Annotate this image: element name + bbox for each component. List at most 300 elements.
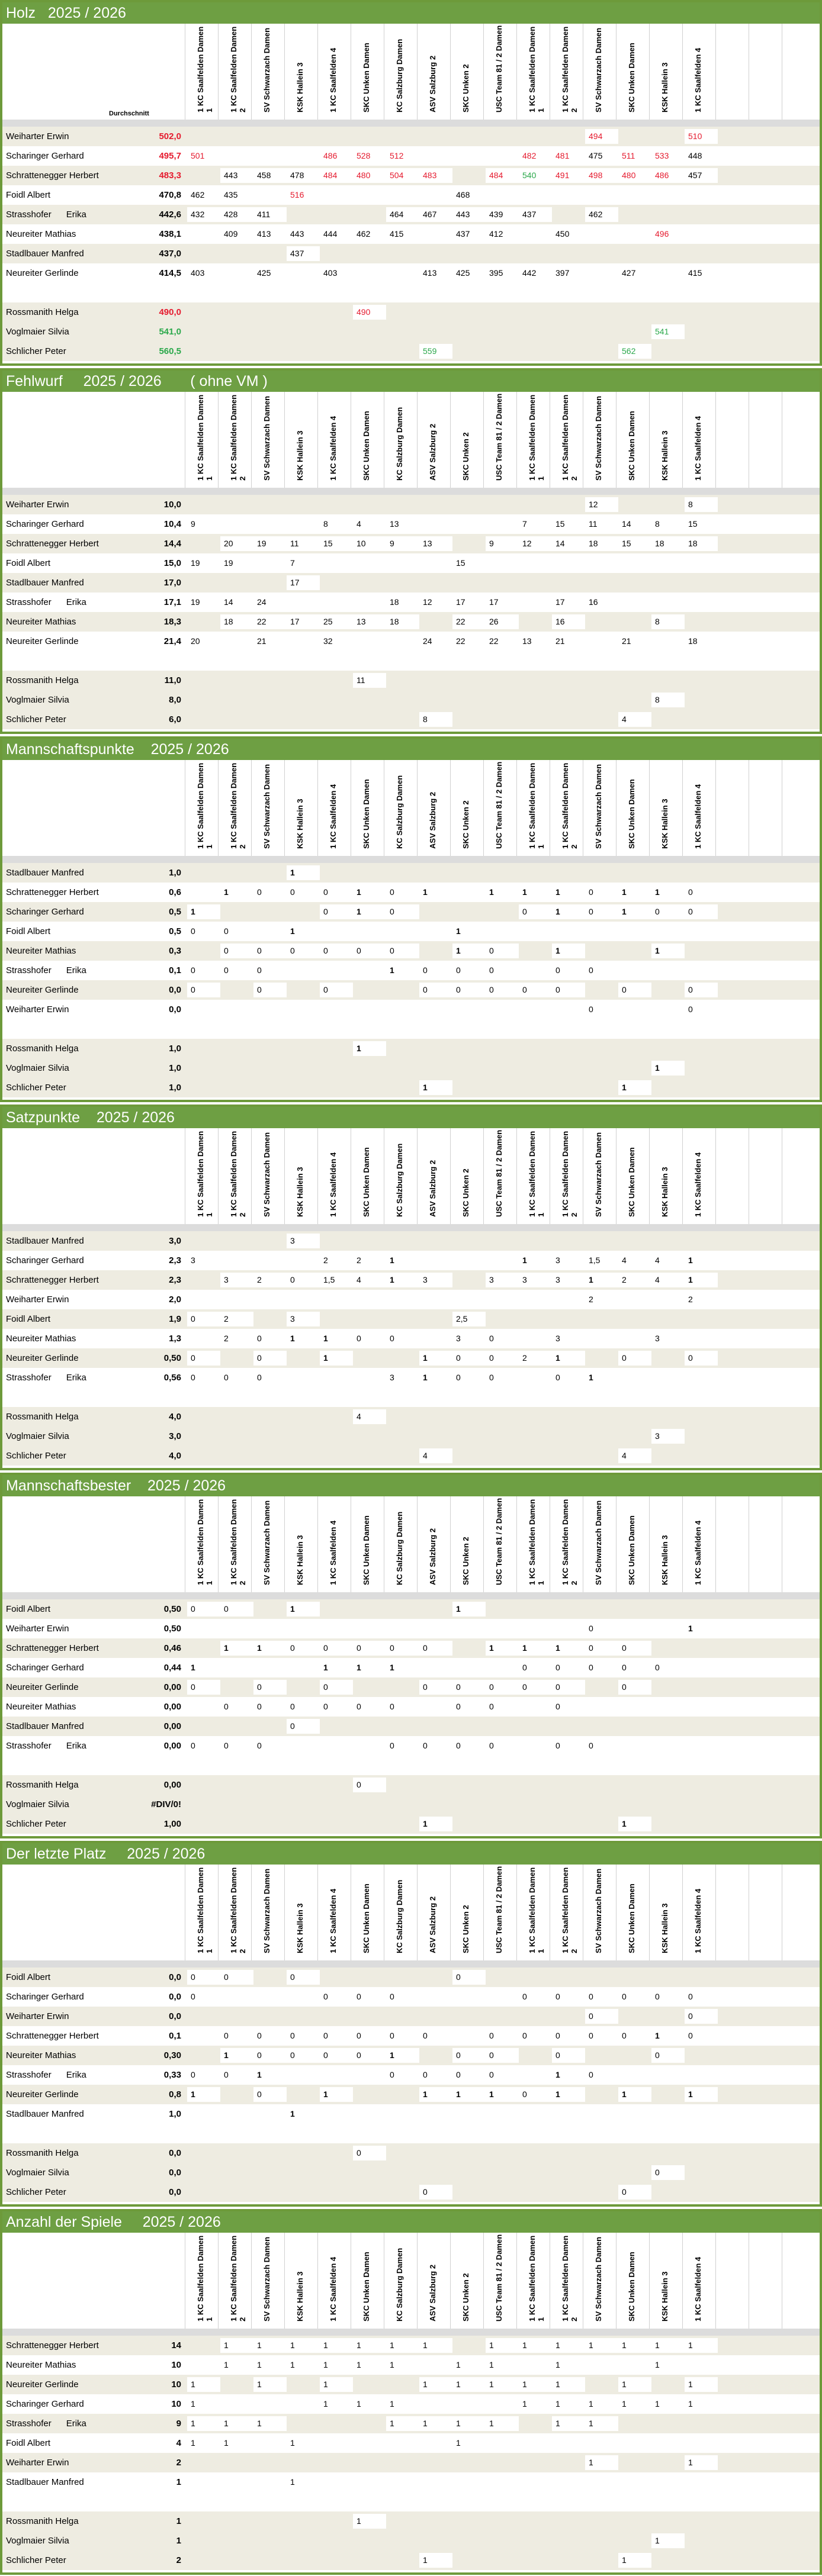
player-name: Stadlbauer Manfred [6,578,84,588]
table-row [2,1387,820,1407]
table-cell [287,1660,320,1675]
table-cell [486,2475,519,2490]
table-cell [486,2533,519,2548]
table-cell [519,1738,552,1753]
table-cell [353,634,386,649]
table-cell [486,1621,519,1636]
table-cell: 0 [320,885,353,900]
table-cell: 486 [651,168,685,183]
table-row [2,185,820,205]
table-row [2,1658,820,1677]
table-cell [618,1409,651,1424]
table-cell [187,1621,220,1636]
table-cell [585,924,618,939]
table-cell [253,129,287,144]
column-header-empty [749,760,782,856]
table-cell [519,2165,552,2180]
table-cell: 0 [253,1370,287,1385]
table-cell [552,2146,585,2160]
table-cell: 1 [552,2087,585,2102]
table-cell: 4 [419,1448,452,1463]
table-cell: 1 [519,2397,552,2411]
column-header [483,1865,516,1960]
table-cell: 17 [287,575,320,590]
table-cell: 1 [419,1817,452,1831]
table-cell: 437 [452,227,486,242]
table-cell [685,2048,718,2063]
table-cell [187,1778,220,1792]
table-cell [585,575,618,590]
table-cell [552,2475,585,2490]
column-header [417,1128,450,1224]
table-cell: 0 [651,2165,685,2180]
average-column-label: Durchschnitt [109,110,149,117]
table-cell [353,2436,386,2451]
table-cell [585,1817,618,1831]
column-header [218,1496,251,1592]
column-header-label: 1 KC Saalfelden 4 [693,1152,702,1217]
table-cell [486,1989,519,2004]
table-cell [685,1312,718,1326]
table-row [2,2453,820,2472]
table-cell [685,1448,718,1463]
table-cell [685,2185,718,2200]
table-cell [486,1253,519,1268]
table-cell: 0 [353,944,386,958]
table-cell [253,1778,287,1792]
table-row [2,2433,820,2453]
table-cell [220,983,253,997]
column-header-label: 1 KC Saalfelden Damen 1 [196,1131,214,1217]
table-cell [486,188,519,202]
table-cell [220,497,253,512]
table-cell [585,2107,618,2121]
table-cell [287,207,320,222]
table-cell: 0 [585,1660,618,1675]
column-header-label: 1 KC Saalfelden 4 [693,784,702,849]
player-average: 437,0 [159,249,181,259]
column-header-label: 1 KC Saalfelden Damen 1 [196,1499,214,1585]
table-cell [419,924,452,939]
table-cell [320,1041,353,1056]
table-cell [452,149,486,163]
table-row [2,2551,820,2570]
table-cell [452,1002,486,1017]
table-cell [552,556,585,571]
table-cell [220,266,253,281]
table-cell [618,1292,651,1307]
table-cell: 1 [452,2087,486,2102]
column-header [384,2233,417,2329]
column-header-label: SKC Unken 2 [461,1905,470,1953]
column-header-label: 1 KC Saalfelden 4 [693,2256,702,2321]
table-cell [651,1041,685,1056]
table-cell: 1 [187,2087,220,2102]
column-header [583,1128,616,1224]
table-cell [386,2514,419,2529]
table-cell: 1 [685,2455,718,2470]
column-header-label: 1 KC Saalfelden 4 [693,1888,702,1953]
column-header-label: SV Schwarzach Damen [594,1868,603,1953]
column-header-empty [782,760,815,856]
table-cell [386,2087,419,2102]
table-cell [618,1719,651,1734]
table-cell [419,2048,452,2063]
table-cell [685,2068,718,2082]
player-average: 414,5 [159,268,181,278]
table-section [0,2209,822,2575]
table-cell: 0 [187,2068,220,2082]
table-section [0,1841,822,2207]
table-cell [519,1061,552,1076]
table-cell: 1 [353,2514,386,2529]
table-cell: 0 [353,1699,386,1714]
column-header-label: USC Team 81 / 2 Damen [495,1866,503,1953]
column-header [483,760,516,856]
table-cell [386,2146,419,2160]
table-cell [287,983,320,997]
table-cell [519,614,552,629]
table-row [2,1348,820,1368]
column-header-label: SKC Unken Damen [627,1147,636,1217]
table-cell [353,1738,386,1753]
table-cell [353,556,386,571]
table-cell: 0 [220,1699,253,1714]
table-cell [452,1778,486,1792]
column-header-label: SKC Unken Damen [627,779,636,849]
player-name: Schrattenegger Herbert [6,1643,99,1653]
table-cell: 1 [320,2397,353,2411]
table-cell [486,693,519,707]
table-cell [253,575,287,590]
table-cell [220,2475,253,2490]
table-cell: 1 [452,944,486,958]
column-header [516,1865,550,1960]
table-cell: 1 [187,2377,220,2392]
table-cell: 1 [651,2397,685,2411]
table-cell [386,2436,419,2451]
column-header-label: 1 KC Saalfelden 4 [329,1520,338,1585]
column-header [251,760,284,856]
table-cell [287,1253,320,1268]
table-cell [618,614,651,629]
table-cell [685,1738,718,1753]
column-header [550,24,583,120]
column-header [483,392,516,488]
table-cell [585,944,618,958]
table-cell [685,1699,718,1714]
table-cell [585,1331,618,1346]
table-section [0,0,822,366]
table-cell [253,2107,287,2121]
column-header-label: SKC Unken Damen [627,43,636,112]
player-average: 0,44 [163,1663,181,1673]
section-title: Der letzte Platz 2025 / 2026 [2,1843,820,1865]
player-average: #DIV/0! [151,1799,181,1809]
table-cell: 1,5 [585,1253,618,1268]
table-cell [519,693,552,707]
table-cell [685,1680,718,1695]
table-cell: 1 [287,2358,320,2372]
table-cell [452,2028,486,2043]
table-cell [651,865,685,880]
table-cell: 8 [320,517,353,532]
table-row [2,2046,820,2065]
table-cell [585,983,618,997]
table-cell [552,129,585,144]
table-cell: 0 [486,963,519,978]
table-cell [220,1061,253,1076]
table-cell: 0 [253,885,287,900]
table-cell [187,2455,220,2470]
table-cell: 467 [419,207,452,222]
table-cell: 1 [452,2377,486,2392]
table-cell: 496 [651,227,685,242]
table-cell: 1 [187,1660,220,1675]
column-header [649,392,682,488]
table-cell [452,2165,486,2180]
table-cell [320,693,353,707]
column-header [317,1128,351,1224]
table-row [2,2124,820,2143]
table-cell [220,344,253,359]
table-cell [651,2377,685,2392]
table-cell: 1,5 [320,1273,353,1287]
table-cell: 0 [187,1351,220,1366]
table-cell [320,305,353,320]
table-cell: 13 [419,536,452,551]
table-cell [187,129,220,144]
table-cell: 3 [651,1429,685,1444]
table-cell: 0 [552,1699,585,1714]
table-cell [419,1719,452,1734]
table-cell [253,2185,287,2200]
table-cell [287,693,320,707]
table-cell [419,904,452,919]
table-cell [452,1253,486,1268]
table-row [2,166,820,185]
table-cell [386,324,419,339]
table-cell [519,1602,552,1617]
table-cell [419,1970,452,1985]
table-cell [187,2028,220,2043]
player-name: Foidl Albert [6,1972,51,1982]
column-header-label: SV Schwarzach Damen [262,764,271,849]
table-cell: 0 [685,1002,718,1017]
table-cell [253,188,287,202]
table-cell [320,1719,353,1734]
table-cell: 0 [320,1989,353,2004]
player-average: 1,9 [169,1314,181,1324]
table-cell [253,1719,287,1734]
table-cell: 1 [320,2377,353,2392]
table-row [2,922,820,941]
table-row [2,127,820,146]
table-cell [519,1699,552,1714]
table-row [2,1231,820,1251]
table-cell: 0 [585,2068,618,2082]
table-cell: 2 [320,1253,353,1268]
table-cell [452,2553,486,2568]
table-cell [353,2087,386,2102]
column-header [384,24,417,120]
table-cell [287,1041,320,1056]
table-cell: 0 [220,1738,253,1753]
column-header-label: 1 KC Saalfelden Damen 2 [229,2235,247,2321]
table-cell [486,1292,519,1307]
player-average: 0,00 [163,1721,181,1731]
table-cell [585,2475,618,2490]
table-cell [651,2514,685,2529]
table-cell [187,1448,220,1463]
table-cell: 1 [519,885,552,900]
table-cell [585,865,618,880]
table-cell [486,1797,519,1812]
table-cell [486,1234,519,1248]
table-cell [486,1002,519,1017]
column-header [616,1865,649,1960]
table-cell [552,246,585,261]
column-header-label: SKC Unken 2 [461,1537,470,1585]
table-cell: 22 [253,614,287,629]
column-header-label: SKC Unken Damen [362,779,371,849]
table-cell [419,2146,452,2160]
table-cell: 0 [220,944,253,958]
table-cell: 480 [353,168,386,183]
table-cell [220,2185,253,2200]
table-cell [486,1312,519,1326]
column-header [682,392,715,488]
table-cell: 1 [220,2338,253,2353]
table-cell: 442 [519,266,552,281]
table-cell: 1 [287,865,320,880]
table-cell: 8 [651,517,685,532]
table-cell: 1 [552,2397,585,2411]
table-cell [618,324,651,339]
table-cell: 1 [618,904,651,919]
table-cell: 0 [452,963,486,978]
table-cell: 1 [320,2087,353,2102]
table-cell: 1 [187,904,220,919]
table-cell [187,2009,220,2024]
table-cell: 0 [585,2028,618,2043]
column-header-label: ASV Salzburg 2 [428,423,437,481]
player-average: 0,0 [169,2148,181,2158]
column-header [384,1865,417,1960]
table-cell [386,1817,419,1831]
column-header-label: SV Schwarzach Damen [594,764,603,849]
table-cell: 0 [486,1351,519,1366]
table-cell [320,1738,353,1753]
table-cell [353,1234,386,1248]
column-header-label: SKC Unken Damen [362,1147,371,1217]
table-cell: 9 [386,536,419,551]
table-cell [618,556,651,571]
table-cell [452,517,486,532]
player-name: Voglmaier Silvia [6,1799,69,1809]
column-header-label: 1 KC Saalfelden Damen 2 [229,1499,247,1585]
table-cell [220,2009,253,2024]
player-average: 490,0 [159,307,181,317]
table-cell: 1 [519,1641,552,1656]
player-average: 1,0 [169,1063,181,1073]
table-cell [220,1253,253,1268]
table-cell [519,924,552,939]
table-cell [618,497,651,512]
table-cell: 0 [386,1738,419,1753]
table-cell: 0 [386,1331,419,1346]
table-cell [452,712,486,727]
table-cell [519,129,552,144]
table-cell [651,2009,685,2024]
table-cell [519,2358,552,2372]
table-cell [452,904,486,919]
table-cell [386,188,419,202]
table-cell: 395 [486,266,519,281]
table-cell [386,1061,419,1076]
table-cell [486,556,519,571]
table-cell: 9 [486,536,519,551]
table-cell: 483 [419,168,452,183]
table-cell: 22 [486,634,519,649]
table-cell: 0 [419,2068,452,2082]
table-cell: 0 [253,963,287,978]
table-cell: 12 [519,536,552,551]
table-cell [486,673,519,688]
table-cell [685,712,718,727]
table-cell [486,497,519,512]
player-average: 10 [171,2399,181,2409]
player-average: 0,30 [163,2050,181,2060]
column-header [649,760,682,856]
table-cell [618,2455,651,2470]
table-cell [287,2553,320,2568]
player-average: 0,0 [169,1972,181,1982]
player-name: Foidl Albert [6,558,51,568]
table-cell: 1 [353,2358,386,2372]
table-cell: 13 [386,517,419,532]
table-cell [685,1719,718,1734]
column-header [351,392,384,488]
table-cell: 0 [651,1660,685,1675]
column-header-label: 1 KC Saalfelden 4 [329,1888,338,1953]
player-name: Scharinger Gerhard [6,1663,84,1673]
column-header-label: 1 KC Saalfelden 4 [329,2256,338,2321]
column-header-label: 1 KC Saalfelden Damen 1 [196,762,214,849]
table-cell [386,2185,419,2200]
table-cell [552,1448,585,1463]
table-section [0,736,822,1102]
player-average: 0,56 [163,1373,181,1383]
table-cell [685,1370,718,1385]
table-cell [353,1680,386,1695]
table-cell: 13 [353,614,386,629]
table-row [2,1039,820,1058]
table-row [2,495,820,514]
table-cell: 0 [320,944,353,958]
table-cell [486,2146,519,2160]
table-cell [419,2107,452,2121]
table-cell: 0 [287,1699,320,1714]
table-cell [187,1797,220,1812]
table-cell: 437 [287,246,320,261]
table-cell: 0 [618,1989,651,2004]
table-cell: 0 [585,2009,618,2024]
table-cell [685,1331,718,1346]
table-row [2,1000,820,1019]
table-cell: 1 [685,1273,718,1287]
table-cell [685,2553,718,2568]
